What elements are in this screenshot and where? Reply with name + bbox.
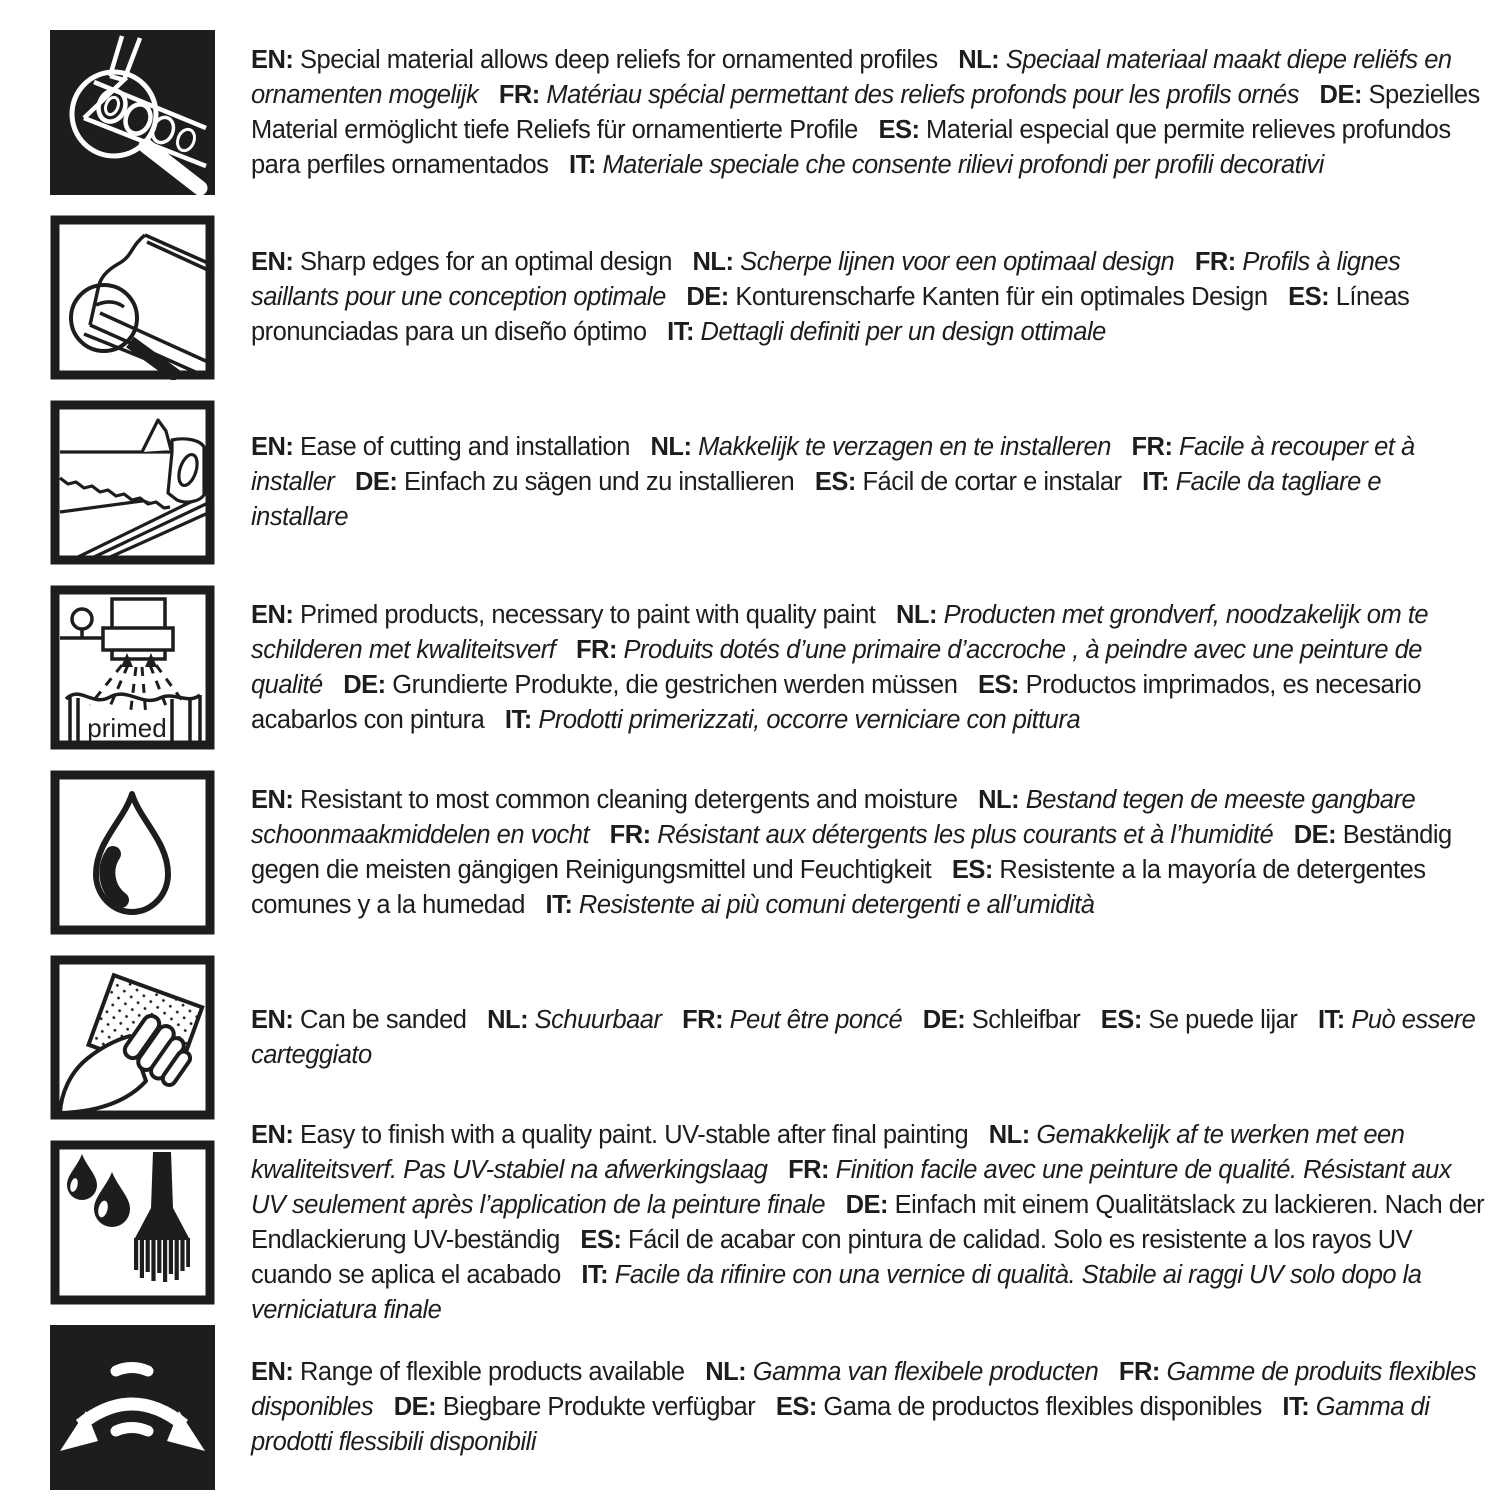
- feature-text-es: Material especial que permite relieves profundos para perfiles ornamentados: [251, 115, 1451, 179]
- lang-label-de: DE:: [845, 1190, 889, 1219]
- feature-text-nl: Bestand tegen de meeste gangbare schoonmaakmiddelen en vocht: [251, 785, 1416, 849]
- lang-label-nl: NL:: [692, 248, 734, 276]
- feature-row-sharp-edges: [50, 205, 1500, 390]
- feature-text-es: Gama de productos flexibles disponibles: [816, 1393, 1262, 1421]
- feature-text: [251, 430, 1491, 535]
- feature-text-fr: Finition facile avec une peinture de qualité. Résistant aux UV seulement après l’application de la peinture finale: [251, 1155, 1452, 1219]
- feature-text-it: Facile da rifinire con una vernice di qualità. Stabile ai raggi UV solo dopo la verniciatura finale: [251, 1260, 1422, 1324]
- feature-text-en: Ease of cutting and installation: [293, 433, 630, 461]
- feature-text-es: Líneas pronunciadas para un diseño óptimo: [251, 283, 1410, 346]
- feature-text: [251, 43, 1491, 183]
- feature-text: [251, 245, 1491, 350]
- feature-text-it: Facile da tagliare e installare: [251, 468, 1382, 531]
- lang-label-it: IT:: [1142, 468, 1169, 496]
- lang-label-en: EN:: [251, 1005, 294, 1034]
- feature-text-es: Resistente a la mayoría de detergentes comunes y a la humedad: [251, 855, 1426, 919]
- feature-text-en: Resistant to most common cleaning detergents and moisture: [293, 785, 958, 814]
- lang-label-it: IT:: [569, 150, 596, 179]
- lang-label-nl: NL:: [958, 45, 1000, 74]
- feature-text-nl: Scherpe lijnen voor een optimaal design: [733, 248, 1175, 276]
- lang-label-fr: FR:: [609, 820, 651, 849]
- feature-text-nl: Gemakkelijk af te werken met een kwaliteitsverf. Pas UV-stabiel na afwerkingslaag: [251, 1120, 1405, 1184]
- lang-label-es: ES:: [951, 855, 993, 884]
- lang-label-es: ES:: [878, 115, 920, 144]
- lang-label-it: IT:: [581, 1260, 609, 1289]
- feature-text-de: Biegbare Produkte verfügbar: [436, 1393, 756, 1421]
- lang-label-fr: FR:: [575, 635, 617, 664]
- lang-label-es: ES:: [1288, 283, 1330, 311]
- feature-text-fr: Résistant aux détergents les plus courants et à l’humidité: [650, 820, 1274, 849]
- lang-label-es: ES:: [775, 1393, 817, 1421]
- feature-text-de: Spezielles Material ermöglicht tiefe Reliefs für ornamentierte Profile: [251, 80, 1480, 144]
- lang-label-it: IT:: [504, 705, 532, 734]
- feature-text-fr: Matériau spécial permettant des reliefs profonds pour les profils ornés: [539, 80, 1299, 109]
- lang-label-nl: NL:: [487, 1005, 529, 1034]
- feature-row-moisture-resistant: [50, 760, 1500, 945]
- feature-row-easy-finish: [50, 1120, 1500, 1324]
- feature-text-it: Materiale speciale che consente rilievi profondi per profili decorativi: [595, 150, 1324, 179]
- feature-text-fr: Produits dotés d’une primaire d’accroche , à peindre avec une peinture de qualité: [251, 635, 1422, 699]
- moisture-drop-icon: [50, 770, 215, 935]
- lang-label-de: DE:: [354, 468, 398, 496]
- lang-label-de: DE:: [686, 283, 729, 311]
- saw-cutting-icon: [50, 400, 215, 565]
- feature-text-de: Schleifbar: [965, 1005, 1081, 1034]
- feature-text-it: Prodotti primerizzati, occorre verniciare con pittura: [531, 705, 1081, 734]
- feature-text-nl: Producten met grondverf, noodzakelijk om te schilderen met kwaliteitsverf: [251, 600, 1429, 664]
- feature-text: [251, 1118, 1491, 1328]
- feature-text-en: Easy to finish with a quality paint. UV-stable after final painting: [293, 1120, 969, 1149]
- lang-label-es: ES:: [814, 468, 856, 496]
- lang-label-nl: NL:: [896, 600, 937, 629]
- feature-text: [251, 1003, 1491, 1073]
- feature-text-en: Range of flexible products available: [293, 1358, 685, 1386]
- feature-text-fr: Facile à recouper et à installer: [251, 433, 1415, 496]
- lang-label-de: DE:: [1293, 820, 1337, 849]
- lang-label-fr: FR:: [788, 1155, 830, 1184]
- sharp-edges-magnifier-icon: [50, 215, 215, 380]
- feature-text-de: Grundierte Produkte, die gestrichen werden müssen: [385, 670, 958, 699]
- feature-text-en: Special material allows deep reliefs for ornamented profiles: [293, 45, 938, 74]
- lang-label-fr: FR:: [682, 1005, 724, 1034]
- lang-label-nl: NL:: [705, 1358, 747, 1386]
- lang-label-nl: NL:: [988, 1120, 1030, 1149]
- lang-label-en: EN:: [251, 45, 294, 74]
- feature-text: [251, 598, 1491, 738]
- feature-row-flexible: [50, 1315, 1500, 1500]
- lang-label-es: ES:: [978, 670, 1020, 699]
- feature-text-en: Can be sanded: [293, 1005, 467, 1034]
- lang-label-en: EN:: [251, 1358, 294, 1386]
- feature-text-it: Può essere carteggiato: [251, 1005, 1476, 1069]
- lang-label-nl: NL:: [650, 433, 692, 461]
- primed-label: primed: [87, 713, 167, 743]
- feature-text-fr: Profils à lignes saillants pour une conception optimale: [251, 248, 1401, 311]
- flexible-arrows-icon: [50, 1325, 215, 1490]
- lang-label-de: DE:: [393, 1393, 437, 1421]
- lang-label-en: EN:: [251, 785, 294, 814]
- paint-drops-brush-icon: [50, 1140, 215, 1305]
- feature-text-it: Dettagli definiti per un design ottimale: [693, 318, 1106, 346]
- lang-label-es: ES:: [1100, 1005, 1142, 1034]
- lang-label-de: DE:: [343, 670, 386, 699]
- feature-text-en: Primed products, necessary to paint with quality paint: [293, 600, 876, 629]
- feature-text-es: Productos imprimados, es necesario acabarlos con pintura: [251, 670, 1422, 734]
- feature-text-de: Konturenscharfe Kanten für ein optimales Design: [728, 283, 1268, 311]
- feature-text-fr: Peut être poncé: [723, 1005, 903, 1034]
- feature-text-de: Einfach mit einem Qualitätslack zu lackieren. Nach der Endlackierung UV-beständig: [251, 1190, 1485, 1254]
- lang-label-de: DE:: [1319, 80, 1362, 109]
- lang-label-it: IT:: [667, 318, 694, 346]
- feature-text-nl: Speciaal materiaal maakt diepe reliëfs en ornamenten mogelijk: [251, 45, 1452, 109]
- lang-label-en: EN:: [251, 1120, 294, 1149]
- feature-text-en: Sharp edges for an optimal design: [293, 248, 672, 276]
- sanding-hand-icon: [50, 955, 215, 1120]
- feature-text-fr: Gamme de produits flexibles disponibles: [251, 1358, 1477, 1421]
- feature-text-de: Einfach zu sägen und zu installieren: [397, 468, 795, 496]
- lang-label-fr: FR:: [1131, 433, 1173, 461]
- feature-row-sandable: [50, 945, 1500, 1130]
- lang-label-fr: FR:: [1118, 1358, 1160, 1386]
- feature-text-de: Beständig gegen die meisten gängigen Reinigungsmittel und Feuchtigkeit: [251, 820, 1452, 884]
- ornament-magnifier-icon: [50, 30, 215, 195]
- feature-text-it: Resistente ai più comuni detergenti e all’umidità: [572, 890, 1095, 919]
- feature-text: [251, 783, 1491, 923]
- feature-row-primed: [50, 575, 1500, 760]
- lang-label-en: EN:: [251, 248, 294, 276]
- lang-label-it: IT:: [1282, 1393, 1310, 1421]
- feature-text-it: Gamma di prodotti flessibili disponibili: [251, 1393, 1430, 1456]
- primer-spray-icon: [50, 585, 215, 750]
- lang-label-en: EN:: [251, 433, 294, 461]
- lang-label-it: IT:: [545, 890, 573, 919]
- feature-text-es: Fácil de acabar con pintura de calidad. Solo es resistente a los rayos UV cuando se aplica el acabado: [251, 1225, 1413, 1289]
- feature-text-nl: Schuurbaar: [528, 1005, 662, 1034]
- lang-label-fr: FR:: [1194, 248, 1236, 276]
- feature-text: [251, 1355, 1491, 1460]
- lang-label-de: DE:: [922, 1005, 966, 1034]
- feature-text-nl: Makkelijk te verzagen en te installeren: [691, 433, 1111, 461]
- lang-label-es: ES:: [580, 1225, 622, 1254]
- lang-label-it: IT:: [1317, 1005, 1345, 1034]
- feature-text-es: Se puede lijar: [1141, 1005, 1298, 1034]
- lang-label-fr: FR:: [498, 80, 540, 109]
- lang-label-en: EN:: [251, 600, 294, 629]
- feature-row-easy-cutting: [50, 390, 1500, 575]
- feature-text-nl: Gamma van flexibele producten: [746, 1358, 1099, 1386]
- feature-text-es: Fácil de cortar e instalar: [855, 468, 1122, 496]
- feature-row-deep-reliefs: [50, 20, 1500, 205]
- lang-label-nl: NL:: [978, 785, 1020, 814]
